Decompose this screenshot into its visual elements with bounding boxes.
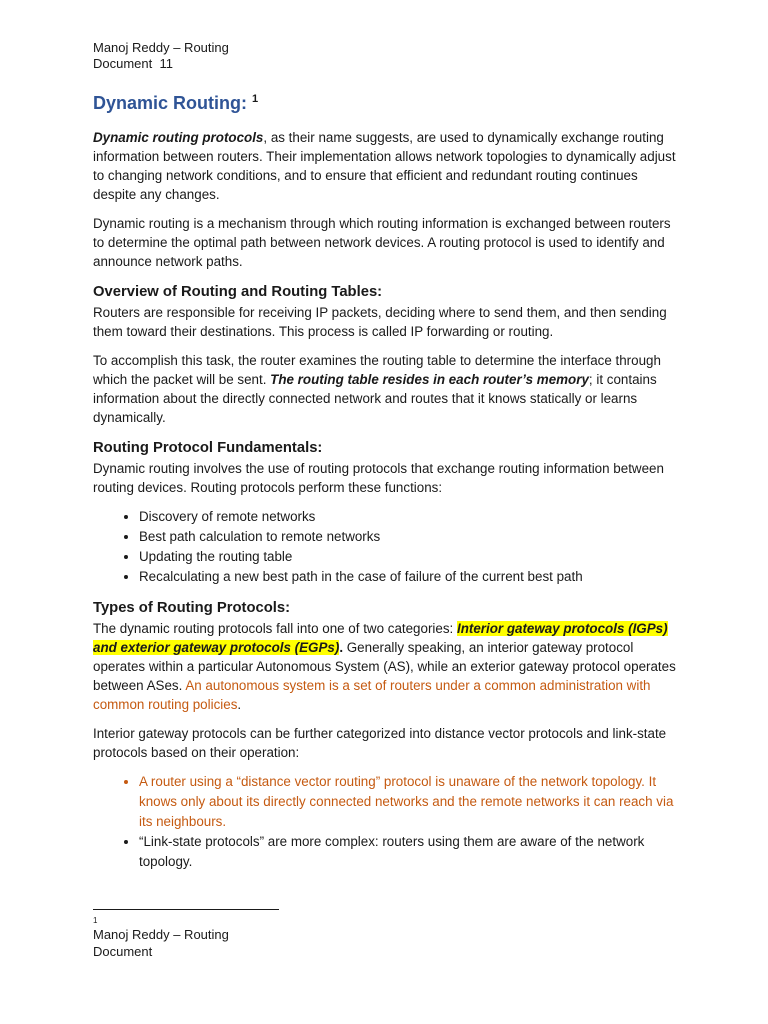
types-p1-end: . — [237, 697, 242, 712]
document-page — [93, 40, 683, 882]
overview-p2-end: ; it contains information about the directly connected network and routes that it knows statically or learns dynamically. — [93, 372, 657, 425]
title-text: Dynamic Routing: — [93, 93, 248, 113]
types-list — [93, 772, 683, 872]
types-paragraph-1 — [93, 619, 683, 714]
list-item: • Best path calculation to remote networks — [139, 527, 683, 547]
intro-paragraph-1 — [93, 128, 683, 204]
footnote-ref[interactable]: 1 — [252, 93, 259, 105]
page-title — [93, 88, 683, 114]
fundamentals-list — [93, 507, 683, 587]
footnote-number: 1 — [93, 916, 98, 925]
list-item: • A router using a “distance vector routing” protocol is unaware of the network topology. It knows only about its directly connected networks and the remote networks it can reach via its neighbours. — [139, 772, 683, 832]
types-p1-start: The dynamic routing protocols fall into one of two categories: — [93, 621, 457, 636]
overview-p2-start: To accomplish this task, the router examines the routing table to determine the interface through which the packet will be sent. — [93, 353, 661, 387]
footnote — [93, 909, 393, 960]
footnote-line-1: Manoj Reddy – Routing — [93, 927, 229, 942]
intro-rest: , as their name suggests, are used to dynamically exchange routing information between routers. Their implementation allows network topologies to dynamically adjust to changing network conditions, and to ensure that efficient and redundant routing continues despite any changes. — [93, 130, 676, 202]
types-p1-dot: . — [339, 640, 344, 655]
list-item: • “Link-state protocols” are more complex: routers using them are aware of the network topology. — [139, 832, 683, 872]
overview-heading: Overview of Routing and Routing Tables: — [93, 284, 383, 300]
intro-lead: Dynamic routing protocols — [93, 130, 264, 145]
intro-paragraph-2: Dynamic routing is a mechanism through which routing information is exchanged between routers to determine the optimal path between network devices. A routing protocol is used to identify and announce network paths. — [93, 216, 671, 269]
highlighted-text: Interior gateway protocols (IGPs) and exterior gateway protocols (EGPs) — [93, 621, 668, 655]
footnote-separator — [93, 909, 279, 910]
overview-paragraph-1: Routers are responsible for receiving IP packets, deciding where to send them, and then sending them toward their destinations. This process is called IP forwarding or routing. — [93, 305, 667, 339]
fundamentals-heading: Routing Protocol Fundamentals: — [93, 440, 323, 456]
page-header — [93, 40, 683, 72]
orange-text: An autonomous system is a set of routers under a common administration with common routing policies — [93, 678, 651, 712]
header-line-2: Document 11 — [93, 56, 173, 71]
types-heading: Types of Routing Protocols: — [93, 600, 291, 616]
list-item: • Recalculating a new best path in the case of failure of the current best path — [139, 567, 683, 587]
header-line-1: Manoj Reddy – Routing — [93, 40, 229, 55]
overview-paragraph-2 — [93, 351, 683, 427]
fundamentals-paragraph: Dynamic routing involves the use of routing protocols that exchange routing information between routing devices. Routing protocols perform these functions: — [93, 461, 664, 495]
list-item: • Updating the routing table — [139, 547, 683, 567]
footnote-line-2: Document — [93, 944, 153, 959]
list-item: • Discovery of remote networks — [139, 507, 683, 527]
types-p1-middle: Generally speaking, an interior gateway protocol operates within a particular Autonomous System (AS), while an exterior gateway protocol operates between ASes. — [93, 640, 676, 693]
types-paragraph-2: Interior gateway protocols can be further categorized into distance vector protocols and link-state protocols based on their operation: — [93, 726, 667, 760]
overview-p2-bold: The routing table resides in each router’s memory — [270, 372, 589, 387]
